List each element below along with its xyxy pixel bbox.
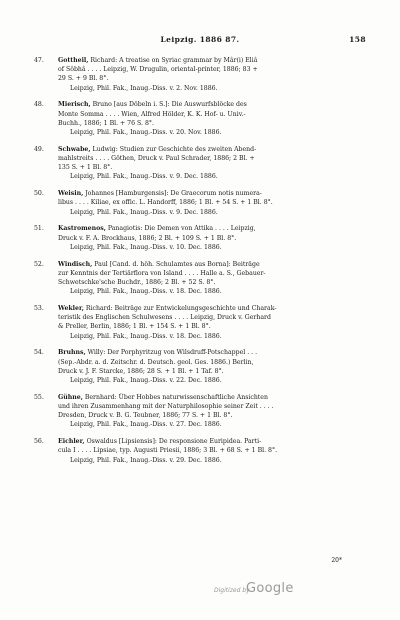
entry-line xyxy=(58,224,374,233)
entry-number: 47. xyxy=(34,57,44,64)
entry-number: 50. xyxy=(34,190,44,198)
entry-body xyxy=(58,224,374,252)
bibliography-list xyxy=(34,56,374,472)
running-header xyxy=(0,35,400,49)
bibliography-entry xyxy=(34,437,374,465)
entry-number: 54. xyxy=(34,349,44,357)
entry-title-text: Bernhard: Über Hobbes naturwissenschaftliche Ansichten xyxy=(84,393,268,401)
entry-body xyxy=(58,393,374,430)
entry-title-text: Bruno [aus Döbeln i. S.]: Die Auswurfsblöcke des xyxy=(92,101,247,109)
entry-line: Druck v. J. F. Starcke, 1886; 28 S. + 1 Bl. + 1 Taf. 8°. xyxy=(58,367,224,375)
entry-line xyxy=(58,348,374,357)
entry-number: 52. xyxy=(34,260,44,268)
entry-line xyxy=(58,393,374,402)
entry-number: 49. xyxy=(34,145,44,153)
entry-line xyxy=(58,100,374,109)
entry-body xyxy=(58,56,374,93)
entry-author: Gottheil, xyxy=(58,57,89,64)
entry-line: Monte Somma . . . . Wien, Alfred Hölder, K. K. Hof- u. Univ.- xyxy=(58,110,246,118)
entry-dissertation-note: Leipzig, Phil. Fak., Inaug.-Diss. v. 27. Dec. 1886. xyxy=(70,421,222,429)
entry-title-text: Willy: Der Porphyritzug von Wilsdruff-Potschappel . . . xyxy=(87,349,258,357)
entry-line: 135 S. + 1 Bl. 8°. xyxy=(58,164,113,172)
signature-mark: 20* xyxy=(331,557,342,564)
entry-author: Mierisch, xyxy=(58,101,91,109)
entry-line xyxy=(58,189,374,198)
entry-body xyxy=(58,348,374,385)
bibliography-entry xyxy=(34,304,374,341)
entry-title-text: Panagiotis: Die Demen von Attika . . . . Leipzig, xyxy=(107,225,256,233)
entry-title-text: Johannes [Hamburgensis]: De Graecorum notis numera- xyxy=(85,190,262,198)
entry-number: 56. xyxy=(34,438,44,446)
entry-line: teristik des Englischen Schulwesens . . . . Leipzig, Druck v. Gerhard xyxy=(58,314,271,322)
entry-number: 48. xyxy=(34,101,44,109)
entry-title-text: Paul [Cand. d. höh. Schulamtes aus Borna]: Beiträge xyxy=(94,260,260,268)
entry-dissertation-note: Leipzig, Phil. Fak., Inaug.-Diss. v. 9. Dec. 1886. xyxy=(70,173,218,181)
entry-line: mahlstreits . . . . Göthen, Druck v. Paul Schrader, 1886; 2 Bl. + xyxy=(58,155,255,163)
entry-dissertation-note: Leipzig, Phil. Fak., Inaug.-Diss. v. 9. Dec. 1886. xyxy=(70,208,218,216)
watermark-prefix: Digitized by xyxy=(214,587,250,594)
entry-body xyxy=(58,437,374,465)
entry-author: Wekler, xyxy=(58,305,84,313)
entry-line xyxy=(58,437,374,446)
entry-dissertation-note: Leipzig, Phil. Fak., Inaug.-Diss. v. 20. Nov. 1886. xyxy=(70,129,222,137)
entry-dissertation-note: Leipzig, Phil. Fak., Inaug.-Diss. v. 29. Dec. 1886. xyxy=(70,456,222,464)
page-number: 158 xyxy=(349,35,366,44)
running-title: Leipzig. 1886 87. xyxy=(160,35,240,44)
entry-number: 55. xyxy=(34,393,44,401)
bibliography-entry xyxy=(34,224,374,252)
entry-line: & Preller, Berlin, 1886; 1 Bl. + 154 S. + 1 Bl. 8°. xyxy=(58,323,211,331)
entry-dissertation-note: Leipzig, Phil. Fak., Inaug.-Diss. v. 18. Dec. 1886. xyxy=(70,288,222,296)
entry-body xyxy=(58,260,374,297)
entry-line: Druck v. F. A. Brockhaus, 1886; 2 Bl. + 109 S. + 1 Bl. 8°. xyxy=(58,234,237,242)
entry-line: of Sôbhâ . . . . Leipzig, W. Drugulin, oriental-printer, 1886; 83 + xyxy=(58,66,258,74)
bibliography-entry xyxy=(34,100,374,137)
entry-line xyxy=(58,304,374,313)
bibliography-entry xyxy=(34,393,374,430)
entry-author: Weisin, xyxy=(58,190,84,198)
entry-title-text: Richard: A treatise on Syriac grammar by Mâr(i) Eliâ xyxy=(90,57,258,64)
entry-author: Kastromenos, xyxy=(58,225,106,233)
entry-title-text: Ludwig: Studien zur Geschichte des zweiten Abend- xyxy=(92,145,257,153)
entry-line: (Sep.-Abdr. a. d. Zeitschr. d. Deutsch. geol. Ges. 1886.) Berlin, xyxy=(58,358,254,366)
entry-body xyxy=(58,100,374,137)
entry-dissertation-note: Leipzig, Phil. Fak., Inaug.-Diss. v. 22. Dec. 1886. xyxy=(70,377,222,385)
bibliography-entry xyxy=(34,56,374,93)
bibliography-entry xyxy=(34,189,374,217)
entry-title-text: Richard: Beiträge zur Entwickelungsgeschichte und Charak- xyxy=(85,305,277,313)
entry-dissertation-note: Leipzig, Phil. Fak., Inaug.-Diss. v. 10. Dec. 1886. xyxy=(70,243,222,251)
entry-line: cula I . . . . Lipsiae, typ. Augusti Priesii, 1886; 3 Bl. + 68 S. + 1 Bl. 8°. xyxy=(58,447,278,455)
bibliography-entry xyxy=(34,260,374,297)
entry-line xyxy=(58,56,374,65)
entry-line xyxy=(58,145,374,154)
entry-line: Schwetschke'sche Buchdr., 1886; 2 Bl. + 52 S. 8°. xyxy=(58,279,216,287)
entry-line: und ihren Zusammenhang mit der Naturphilosophie seiner Zeit . . . . xyxy=(58,403,274,411)
entry-number: 53. xyxy=(34,305,44,313)
entry-body xyxy=(58,145,374,182)
entry-author: Windisch, xyxy=(58,260,93,268)
bibliography-entry xyxy=(34,145,374,182)
google-logo: Google xyxy=(246,581,294,596)
entry-author: Gühne, xyxy=(58,393,83,401)
entry-line: 29 S. + 9 Bl. 8°. xyxy=(58,75,109,83)
entry-body xyxy=(58,189,374,217)
entry-line: libus . . . . Kiliae, ex offic. L. Handorff, 1886; 1 Bl. + 54 S. + 1 Bl. 8°. xyxy=(58,199,273,207)
entry-author: Schwabe, xyxy=(58,145,91,153)
entry-number: 51. xyxy=(34,225,44,233)
entry-line: Dresden, Druck v. B. G. Teubner, 1886; 77 S. + 1 Bl. 8°. xyxy=(58,412,233,420)
entry-dissertation-note: Leipzig, Phil. Fak., Inaug.-Diss. v. 18. Dec. 1886. xyxy=(70,332,222,340)
entry-line: Buchh., 1886; 1 Bl. + 76 S. 8°. xyxy=(58,119,154,127)
entry-author: Bruhns, xyxy=(58,349,86,357)
entry-body xyxy=(58,304,374,341)
entry-title-text: Oswaldus [Lipsiensis]: De responsione Euripidea. Parti- xyxy=(86,438,262,446)
digitized-by-google-watermark xyxy=(214,581,310,597)
entry-author: Eichler, xyxy=(58,438,85,446)
bibliography-entry xyxy=(34,348,374,385)
entry-dissertation-note: Leipzig, Phil. Fak., Inaug.-Diss. v. 2. Nov. 1886. xyxy=(70,84,218,92)
entry-line: zur Kenntnis der Tertiärflora von Island . . . . Halle a. S., Gebauer- xyxy=(58,269,266,277)
entry-line xyxy=(58,260,374,269)
